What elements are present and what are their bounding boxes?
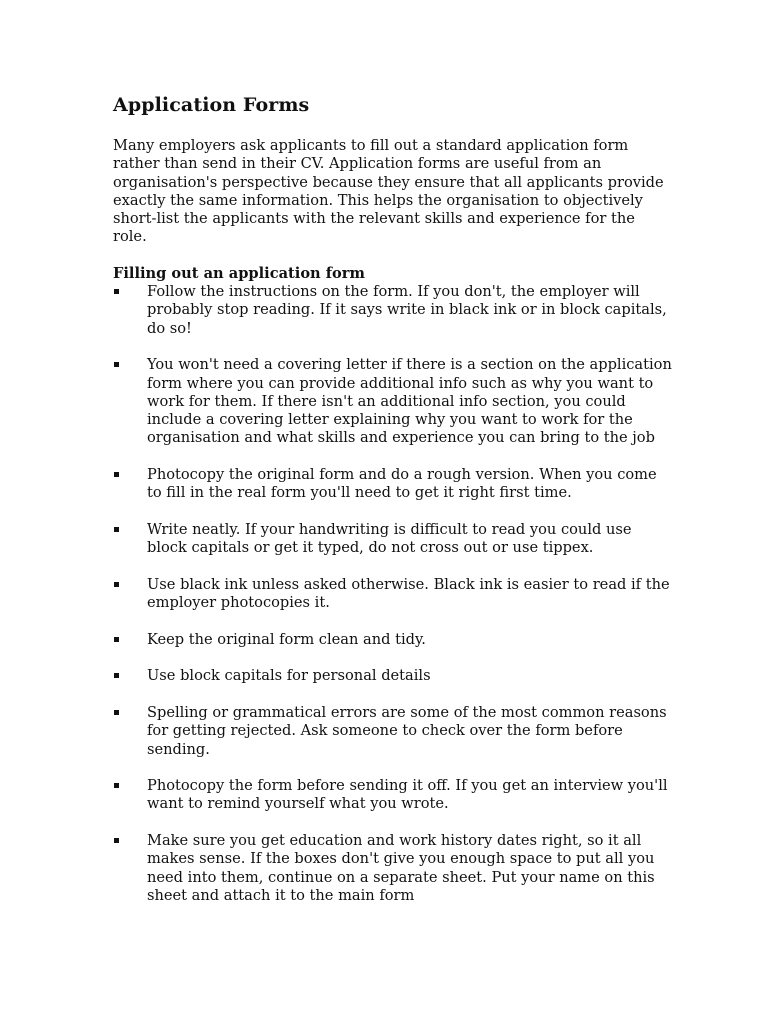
square-bullet-icon	[114, 783, 119, 788]
list-item-text: Keep the original form clean and tidy.	[147, 630, 426, 648]
list-item-text: Follow the instructions on the form. If you don't, the employer will probably stop reading. If it says write in black ink or in block capitals, do so!	[147, 283, 667, 337]
list-item	[113, 576, 673, 613]
page-title: Application Forms	[113, 94, 310, 116]
list-item	[113, 521, 673, 558]
square-bullet-icon	[114, 710, 119, 715]
square-bullet-icon	[114, 527, 119, 532]
square-bullet-icon	[114, 637, 119, 642]
square-bullet-icon	[114, 289, 119, 294]
square-bullet-icon	[114, 673, 119, 678]
list-item-text: Photocopy the form before sending it off. If you get an interview you'll want to remind yourself what you wrote.	[147, 777, 668, 813]
list-item-text: Spelling or grammatical errors are some of the most common reasons for getting rejected. Ask someone to check over the form before sending.	[147, 703, 667, 758]
list-item	[113, 631, 673, 649]
list-item	[113, 283, 673, 338]
list-item-text: Make sure you get education and work history dates right, so it all makes sense. If the boxes don't give you enough space to put all you need into them, continue on a separate sheet. Put your name on this sheet and attach it to the main form	[147, 831, 655, 904]
square-bullet-icon	[114, 838, 119, 843]
list-item-text: Use block capitals for personal details	[147, 667, 431, 685]
list-item	[113, 667, 673, 685]
list-item-text: Photocopy the original form and do a rough version. When you come to fill in the real form you'll need to get it right first time.	[147, 466, 657, 502]
square-bullet-icon	[114, 362, 119, 367]
list-item	[113, 356, 673, 447]
list-item	[113, 832, 673, 905]
section-heading: Filling out an application form	[113, 264, 365, 282]
tips-list	[113, 283, 673, 905]
list-item	[113, 777, 673, 814]
intro-paragraph: Many employers ask applicants to fill out a standard application form rather than send in their CV. Application forms are useful from an organisation's perspective because they ensure that all applicants provide exactly the same information. This helps the organisation to objectively short-list the applicants with the relevant skills and experience for the role.	[113, 137, 664, 246]
list-item-text: Use black ink unless asked otherwise. Black ink is easier to read if the employer photocopies it.	[147, 575, 670, 612]
list-item	[113, 704, 673, 759]
list-item-text: You won't need a covering letter if there is a section on the application form where you can provide additional info such as why you want to work for them. If there isn't an additional info section, you could include a covering letter explaining why you want to work for the organisation and what skills and experience you can bring to the job	[147, 356, 672, 447]
list-item	[113, 466, 673, 503]
document-body	[113, 92, 673, 923]
list-item-text: Write neatly. If your handwriting is difficult to read you could use block capitals or get it typed, do not cross out or use tippex.	[147, 520, 632, 557]
square-bullet-icon	[114, 582, 119, 587]
square-bullet-icon	[114, 472, 119, 477]
